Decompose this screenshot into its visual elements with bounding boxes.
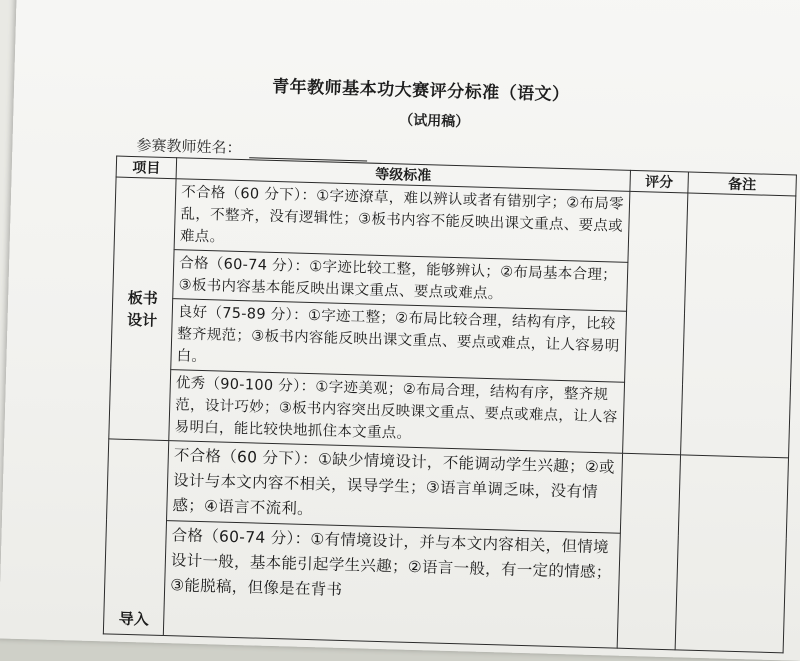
header-score: 评分 xyxy=(630,170,689,193)
score-cell xyxy=(617,453,680,650)
header-remarks: 备注 xyxy=(688,172,797,196)
standard-cell: 不合格（60 分下）：①缺少情境设计，不能调动学生兴趣；②或设计与本文内容不相关，误导学生；③语言单调乏味，没有情感；④语言不流利。 xyxy=(167,441,623,534)
document-subtitle: （试用稿） xyxy=(399,112,470,131)
project-label-board-line2: 设计 xyxy=(126,310,158,330)
document-title: 青年教师基本功大赛评分标准（语文） xyxy=(271,76,570,106)
standard-cell: 合格（60-74 分）：①字迹比较工整，能够辨认；②布局基本合理；③板书内容基本能反映出课文重点、要点或难点。 xyxy=(173,250,628,312)
name-blank-line xyxy=(249,141,367,161)
project-cell-board xyxy=(109,177,176,441)
standard-cell: 合格（60-74 分）：①有情境设计，并与本文内容相关，但情境设计一般，基本能引起学生兴趣；②语言一般，有一定的情感；③能脱稿，但像是在背书 xyxy=(163,521,620,649)
remarks-cell xyxy=(681,193,796,458)
standard-cell: 不合格（60 分下）：①字迹潦草，难以辨认或者有错别字；②布局零乱，不整齐，没有逻辑性；③板书内容不能反映出课文重点、要点或难点。 xyxy=(174,179,630,263)
teacher-name-label: 参赛教师姓名： xyxy=(136,136,242,158)
score-cell xyxy=(623,191,688,455)
criteria-table xyxy=(103,156,797,654)
project-label-board-line1: 板书 xyxy=(127,288,158,308)
project-cell-intro xyxy=(103,439,168,636)
remarks-cell xyxy=(675,455,788,653)
standard-cell: 良好（75-89 分）：①字迹工整；②布局比较合理，结构有序，比较整齐规范；③板书内容能反映出课文重点、要点或难点，让人容易明白。 xyxy=(171,299,627,383)
standard-cell: 优秀（90-100 分）：①字迹美观；②布局合理，结构有序，整齐规范，设计巧妙；③板书内容突出反映课文重点、要点或难点，让人容易明白，能比较快地抓住本文重点。 xyxy=(169,370,625,454)
header-standard: 等级标准 xyxy=(176,158,630,192)
header-project: 项目 xyxy=(116,156,177,179)
project-label-intro: 导入 xyxy=(118,609,150,629)
